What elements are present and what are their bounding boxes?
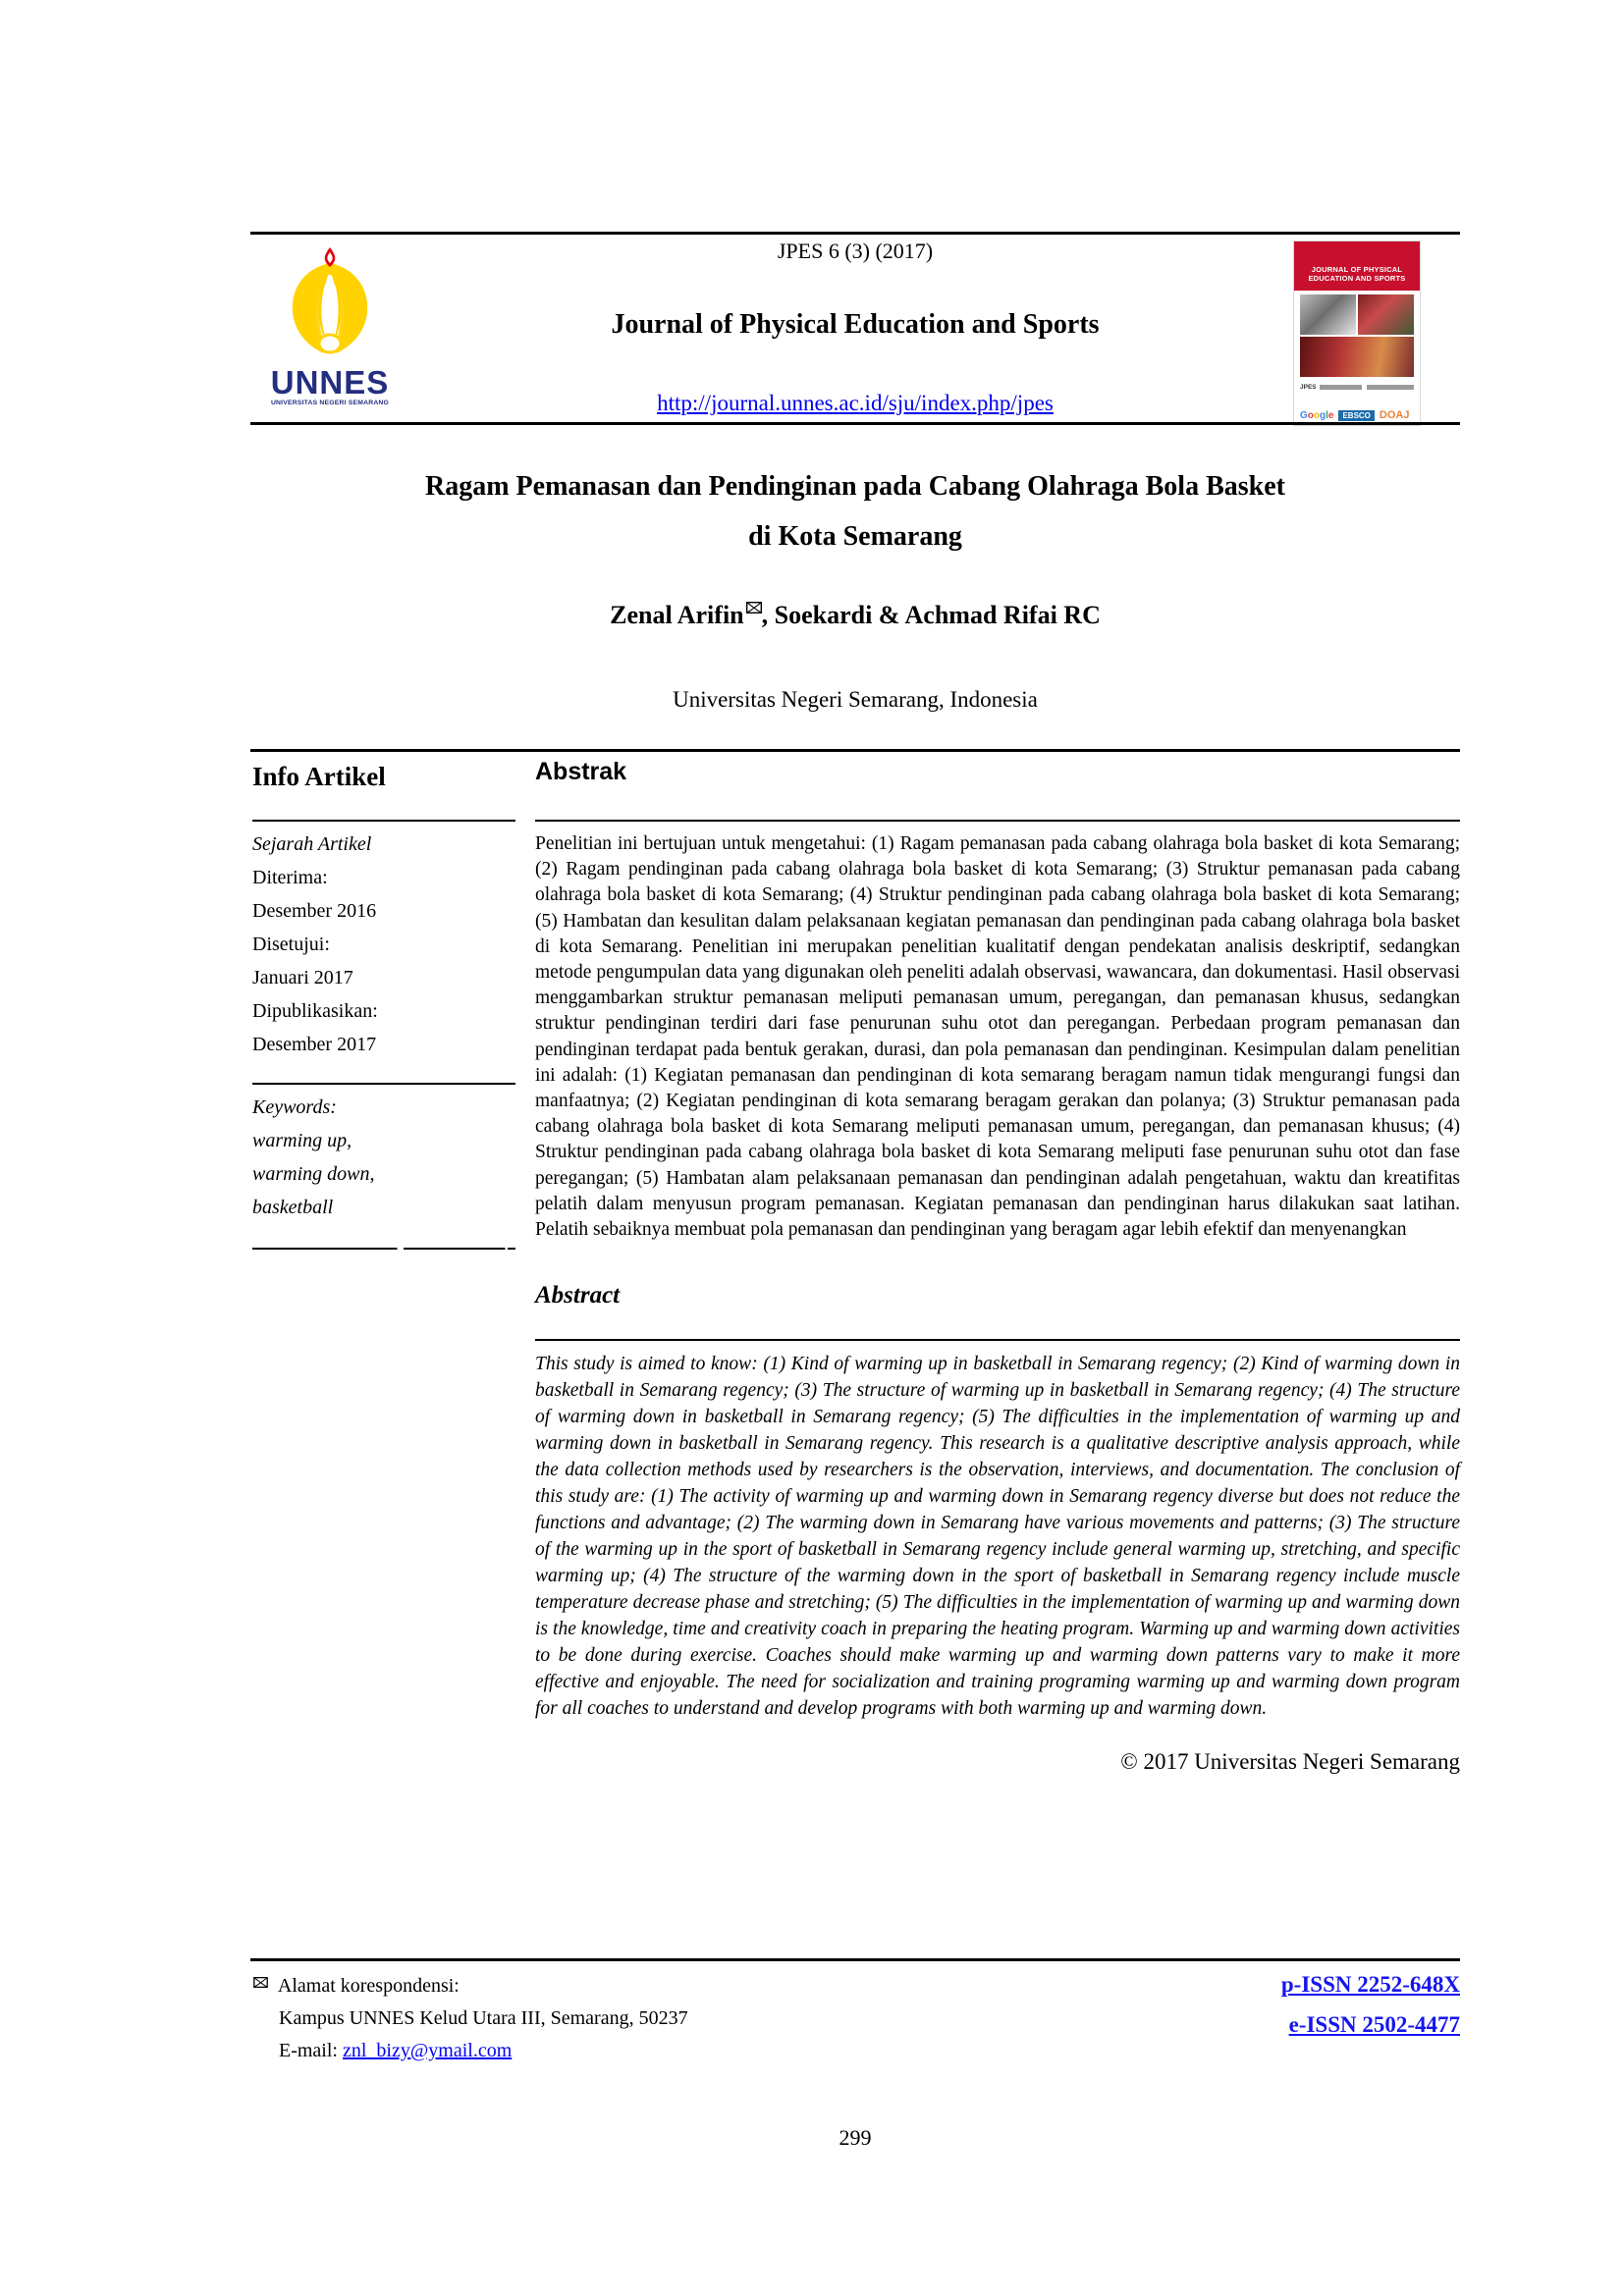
history-item: Januari 2017 (252, 967, 353, 988)
abstrak-heading: Abstrak (535, 758, 627, 785)
journal-url-wrap (250, 391, 1460, 416)
authors-line (250, 601, 1460, 630)
correspondence-label-line (253, 1966, 941, 2002)
columns-top-rule (250, 749, 1460, 752)
cover-index-logos (1300, 409, 1414, 421)
abstrak-rule (535, 820, 1460, 822)
unnes-wordmark: UNNES (270, 364, 390, 400)
header-top-rule (250, 232, 1460, 235)
history-item: Desember 2017 (252, 1034, 377, 1055)
affiliation: Universitas Negeri Semarang, Indonesia (673, 687, 1038, 712)
cover-banner (1294, 241, 1420, 291)
doaj-logo-icon: DOAJ (1379, 409, 1410, 421)
correspondence-address: Kampus UNNES Kelud Utara III, Semarang, 50237 (279, 2007, 688, 2029)
history-label: Sejarah Artikel (252, 833, 372, 855)
envelope-icon (746, 602, 762, 614)
header-bottom-rule (250, 422, 1460, 425)
cover-photo-2 (1358, 294, 1414, 335)
keyword-item: warming up, (252, 1130, 352, 1151)
history-item: Desember 2016 (252, 900, 377, 922)
correspondence-email-line (253, 2035, 941, 2067)
history-item: Dipublikasikan: (252, 1000, 378, 1022)
unnes-subtext: UNIVERSITAS NEGERI SEMARANG (270, 400, 390, 406)
cover-photo-1 (1300, 294, 1356, 335)
keywords-label: Keywords: (252, 1096, 337, 1118)
envelope-icon (253, 1966, 268, 1999)
e-issn-link[interactable]: e-ISSN 2502-4477 (1288, 2012, 1460, 2037)
correspondence-label: Alamat korespondensi: (277, 1975, 460, 1997)
sidebar-divider-2 (252, 1083, 515, 1085)
authors-rest: , Soekardi & Achmad Rifai RC (761, 601, 1101, 629)
info-artikel-heading: Info Artikel (252, 762, 386, 791)
cover-fineprint-bars (1320, 385, 1414, 390)
cover-photo-3 (1300, 337, 1414, 377)
copyright-line: © 2017 Universitas Negeri Semarang (1120, 1749, 1460, 1775)
keyword-item: warming down, (252, 1163, 375, 1185)
abstract-rule (535, 1339, 1460, 1341)
journal-url-link[interactable]: http://journal.unnes.ac.id/sju/index.php/jpes (657, 391, 1054, 415)
correspondence-block (253, 1966, 941, 2067)
article-title-line2: di Kota Semarang (748, 521, 962, 552)
cover-footer (1294, 380, 1420, 425)
abstract-text: This study is aimed to know: (1) Kind of warming up in basketball in Semarang regency; (2) Kind of warming down in basketball in Semarang regency; (3) The structure of warming up in basketball in Semarang regency; (4) The structure of warming down in basketball in Semarang regency; (5) The difficulties in the implementation of warming up and warming down in basketball in Semarang regency. This research is a qualitative descriptive analysis approach, while the data collection methods used by researchers is the observation, interviews, and documentation. The conclusion of this study are: (1) The activity of warming up and warming down in Semarang regency diverse but does not reduce the functions and advantage; (2) The warming down in Semarang have various movements and patterns; (3) The structure of the warming up in the sport of basketball in Semarang regency include general warming up, stretching, and specific warming up; (4) The structure of the warming down in the sport of basketball in Semarang regency include muscle temperature decrease phase and stretching; (5) The difficulties in the implementation of warming up and warming down is the knowledge, time and creativity coach in preparing the heating program. Warming up and warming down activities to be done during exercise. Coaches should make warming up and warming down patterns vary to make it more effective and enjoyable. The need for socialization and training programing warming up and warming down program for all coaches to understand and develop programs with both warming up and warming down. (535, 1354, 1460, 1720)
issue-label: JPES 6 (3) (2017) (777, 239, 934, 263)
footer-rule (250, 1958, 1460, 1961)
cover-banner-title: JOURNAL OF PHYSICAL EDUCATION AND SPORTS (1308, 265, 1406, 283)
cover-jpes-row (1300, 384, 1414, 391)
cover-photo-collage (1300, 294, 1414, 377)
unnes-emblem-icon (267, 247, 393, 363)
history-item: Disetujui: (252, 934, 330, 955)
page-number: 299 (839, 2125, 872, 2150)
keyword-item: basketball (252, 1197, 334, 1218)
sidebar-divider-3 (252, 1248, 515, 1250)
ebsco-logo-icon: EBSCO (1338, 410, 1374, 421)
cover-jpes-label: JPES (1300, 384, 1317, 391)
journal-cover-thumbnail (1294, 241, 1420, 425)
email-link[interactable]: znl_bizy@ymail.com (342, 2040, 513, 2061)
sidebar-divider-1 (252, 820, 515, 822)
p-issn-link[interactable]: p-ISSN 2252-648X (1280, 1972, 1460, 1997)
google-logo-icon: Google (1300, 409, 1334, 421)
article-title-line1: Ragam Pemanasan dan Pendinginan pada Cabang Olahraga Bola Basket (425, 471, 1285, 502)
abstract-heading: Abstract (535, 1282, 621, 1309)
issn-block (1281, 1966, 1460, 2047)
info-artikel-sidebar (252, 762, 519, 1250)
abstract-column (535, 758, 1460, 1775)
email-label: E-mail: (279, 2040, 343, 2061)
author-corresponding: Zenal Arifin (610, 601, 744, 629)
journal-title: Journal of Physical Education and Sports (611, 309, 1100, 340)
history-item: Diterima: (252, 867, 328, 888)
abstrak-text: Penelitian ini bertujuan untuk mengetahui: (1) Ragam pemanasan pada cabang olahraga bola basket di kota Semarang; (2) Ragam pendinginan pada cabang olahraga bola basket di kota Semarang; (3) Struktur pemanasan pada cabang olahraga bola basket di kota Semarang; (4) Struktur pendinginan pada cabang olahraga bola basket di kota Semarang; (5) Hambatan dan kesulitan dalam pelaksanaan kegiatan pemanasan dan pendinginan pada cabang olahraga bola basket di kota Semarang. Penelitian ini merupakan penelitian kualitatif dengan pendekatan analisis deskriptif, sedangkan metode pengumpulan data yang digunakan oleh peneliti adalah observasi, wawancara, dan dokumentasi. Hasil observasi menggambarkan struktur pemanasan meliputi pemanasan umum, peregangan, dan pemanasan khusus, sedangkan struktur pendinginan terdiri dari fase penurunan suhu otot dan peregangan. Perbedaan program pemanasan dan pendinginan terdapat pada bentuk gerakan, durasi, dan pola pemanasan dan pendinginan. Kesimpulan dalam penelitian ini adalah: (1) Kegiatan pemanasan dan pendinginan di kota semarang beragam namun tidak mengurangi fungsi dan manfaatnya; (2) Kegiatan pendinginan di kota semarang beragam gerakan dan polanya; (3) Struktur pemanasan pada cabang olahraga bola basket di kota Semarang meliputi pemanasan umum, peregangan, dan pemanasan khusus; (4) Struktur pendinginan pada cabang olahraga bola basket di kota Semarang meliputi fase penurunan suhu otot dan fase peregangan; (5) Hambatan alam pelaksanaan pemanasan dan pendinginan adalah pengetahuan, waktu dan kreatifitas pelatih dalam menyusun program pemanasan. Kegiatan pemanasan dan pendinginan harus dilakukan saat latihan. Pelatih sebaiknya membuat pola pemanasan dan pendinginan yang beragam agar lebih efektif dan menyenangkan (535, 833, 1460, 1241)
